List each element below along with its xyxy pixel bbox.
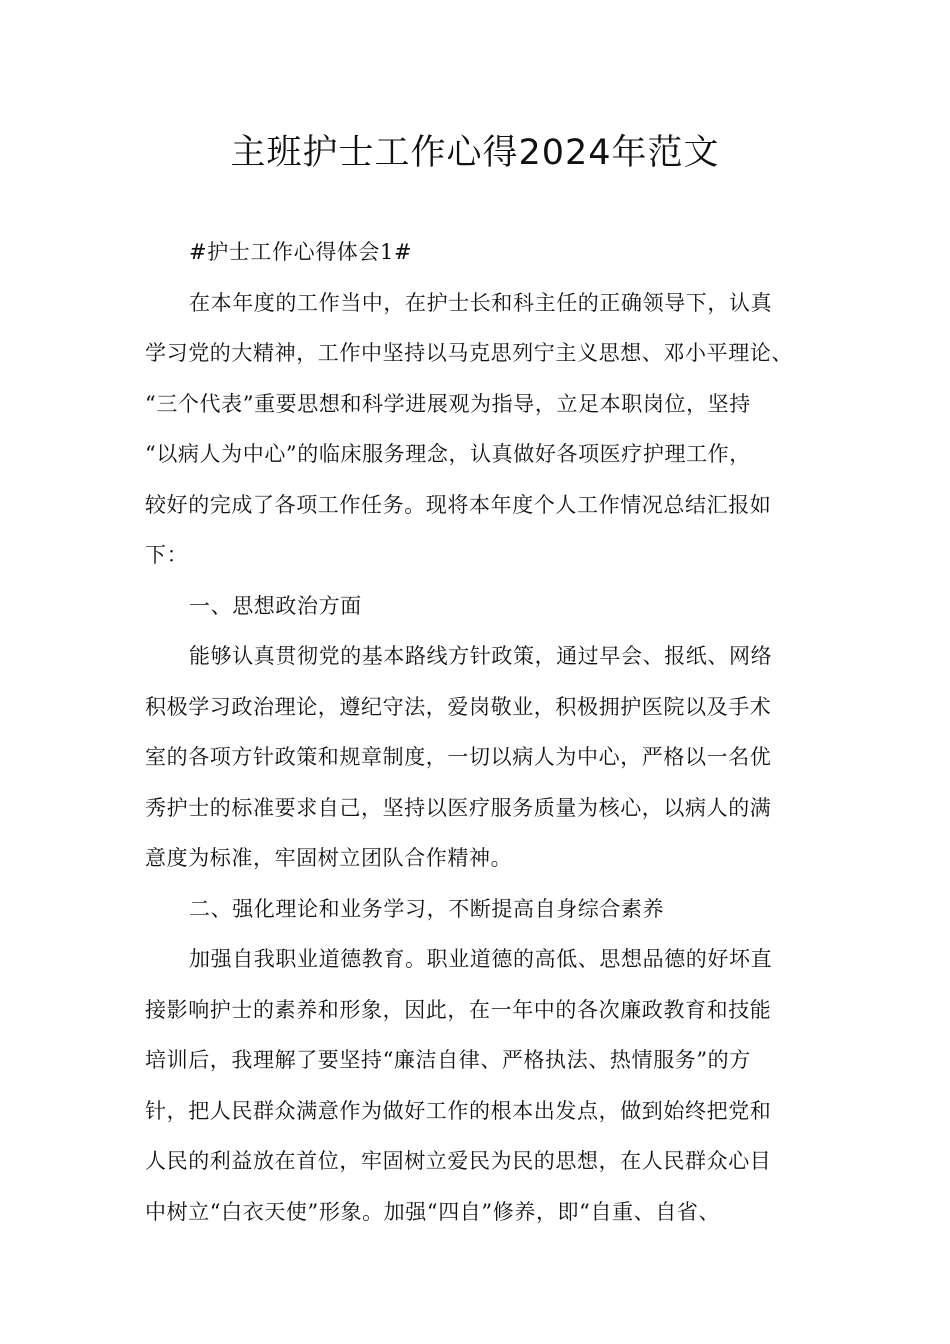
text-line: 二、强化理论和业务学习，不断提高自身综合素养 [189,896,665,921]
text-line: 接影响护士的素养和形象，因此，在一年中的各次廉政教育和技能 [145,997,772,1022]
text-line: 能够认真贯彻党的基本路线方针政策，通过早会、报纸、网络 [189,644,773,668]
text-line: “以病人为中心”的临床服务理念，认真做好各项医疗护理工作， [145,442,751,466]
document-body [145,227,825,1237]
text-line: “三个代表”重要思想和科学进展观为指导，立足本职岗位，坚持 [145,391,751,416]
text-line: 中树立“白衣天使”形象。加强“四自”修养，即“自重、自省、 [145,1199,721,1224]
text-line: 人民的利益放在首位，牢固树立爱民为民的思想，在人民群众心目 [145,1149,772,1173]
text-line: 积极学习政治理论，遵纪守法，爱岗敬业，积极拥护医院以及手术 [145,694,772,719]
text-line: 学习党的大精神，工作中坚持以马克思列宁主义思想、邓小平理论、 [145,341,793,365]
document-title: 主班护士工作心得2024年范文 [230,133,720,173]
text-line: 针，把人民群众满意作为做好工作的根本出发点，做到始终把党和 [145,1098,772,1123]
text-line: 加强自我职业道德教育。职业道德的高低、思想品德的好坏直 [189,947,773,971]
text-line: 一、思想政治方面 [189,593,362,618]
text-line: 秀护士的标准要求自己，坚持以医疗服务质量为核心，以病人的满 [145,795,772,820]
text-line: #护士工作心得体会1# [189,240,413,264]
text-line: 室的各项方针政策和规章制度，一切以病人为中心，严格以一名优 [145,745,772,769]
text-line: 在本年度的工作当中，在护士长和科主任的正确领导下，认真 [189,290,773,315]
text-line: 下： [145,543,189,567]
text-line: 培训后，我理解了要坚持“廉洁自律、严格执法、热情服务”的方 [145,1048,751,1072]
text-line: 意度为标准，牢固树立团队合作精神。 [145,846,513,870]
text-line: 较好的完成了各项工作任务。现将本年度个人工作情况总结汇报如 [145,492,772,517]
